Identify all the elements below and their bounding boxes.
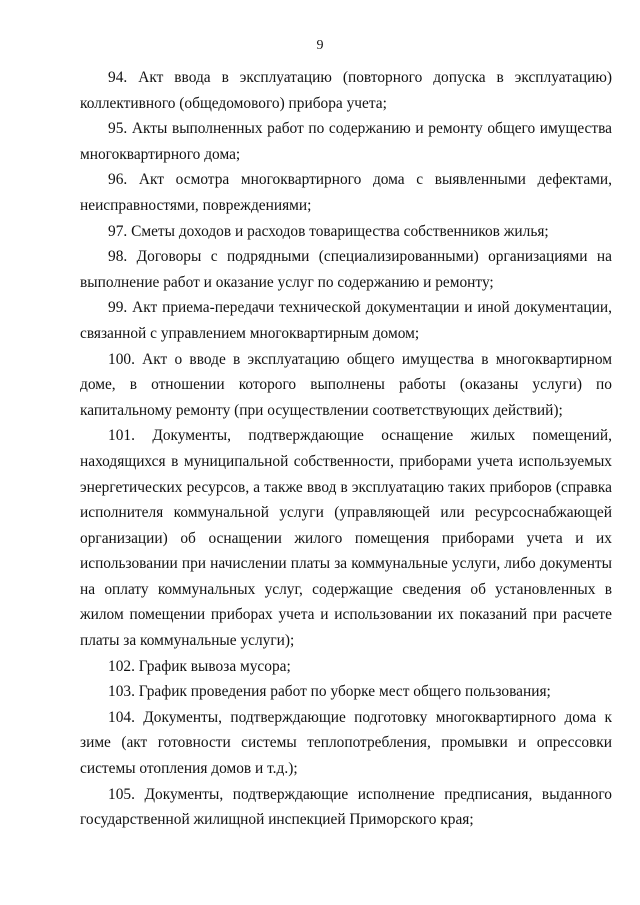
list-item-101: 101. Документы, подтверждающие оснащение жилых помещений, находящихся в муниципальной собственности, приборами учета используемых энергетических ресурсов, а также ввод в эксплуатацию таких приборов (справка исполнителя коммунальной услуги (управляющей или ресурсоснабжающей организации) об оснащении жилого помещения приборами учета и их использовании при начислении платы за коммунальные услуги, либо документы на оплату коммунальных услуг, содержащие сведения об установленных в жилом помещении приборах учета и использовании их показаний при расчете платы за коммунальные услуги); xyxy=(80,427,612,650)
list-item-98: 98. Договоры с подрядными (специализированными) организациями на выполнение работ и оказание услуг по содержанию и ремонту; xyxy=(80,248,612,291)
list-item-102: 102. График вывоза мусора; xyxy=(108,657,291,675)
list-item-95: 95. Акты выполненных работ по содержанию и ремонту общего имущества многоквартирного дома; xyxy=(80,120,612,163)
list-item-104: 104. Документы, подтверждающие подготовку многоквартирного дома к зиме (акт готовности системы теплопотребления, промывки и опрессовки системы отопления домов и т.д.); xyxy=(80,708,612,778)
list-item-105: 105. Документы, подтверждающие исполнение предписания, выданного государственной жилищной инспекцией Приморского края; xyxy=(80,785,612,829)
list-item-103: 103. График проведения работ по уборке мест общего пользования; xyxy=(108,683,551,701)
list-item-100: 100. Акт о вводе в эксплуатацию общего имущества в многоквартирном доме, в отношении которого выполнены работы (оказаны услуги) по капитальному ремонту (при осуществлении соответствующих действий); xyxy=(80,350,612,419)
document-body xyxy=(80,65,612,833)
list-item-94: 94. Акт ввода в эксплуатацию (повторного допуска в эксплуатацию) коллективного (общедомового) прибора учета; xyxy=(80,69,612,112)
list-item-97: 97. Сметы доходов и расходов товарищества собственников жилья; xyxy=(108,222,549,240)
list-item-99: 99. Акт приема-передачи технической документации и иной документации, связанной с управлением многоквартирным домом; xyxy=(80,299,612,342)
list-item-96: 96. Акт осмотра многоквартирного дома с выявленными дефектами, неисправностями, повреждениями; xyxy=(80,171,612,214)
page-number: 9 xyxy=(316,38,324,53)
